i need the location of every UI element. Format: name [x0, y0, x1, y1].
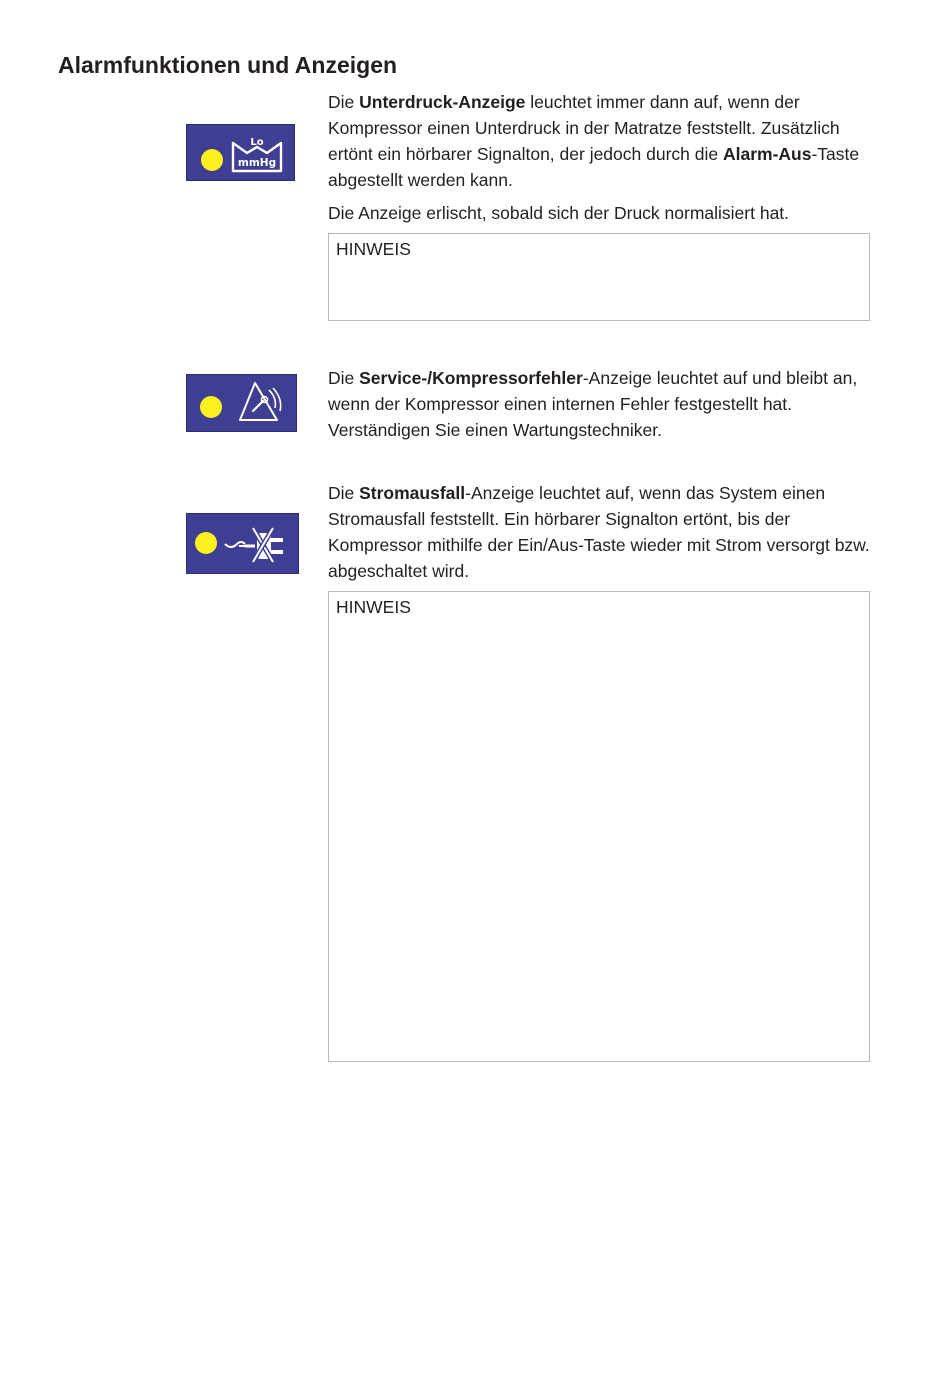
- low-pressure-indicator-panel: [186, 124, 295, 181]
- power-failure-description: Die Stromausfall-Anzeige leuchtet auf, wenn das System einen Stromausfall feststellt. Ein hörbarer Signalton ertönt, bis der Kompressor mithilfe der Ein/Aus-Taste wieder mit Strom versorgt bzw. abgeschaltet wird.: [328, 483, 870, 581]
- indicator-led: [195, 532, 217, 554]
- note-label: HINWEIS: [336, 239, 411, 259]
- power-failure-term: Stromausfall: [359, 483, 466, 503]
- low-pressure-description: Die Unterdruck-Anzeige leuchtet immer dann auf, wenn der Kompressor einen Unterdruck in der Matratze feststellt. Zusätzlich ertönt ein hörbarer Signalton, der jedoch durch die Alarm-Aus-Taste abgestellt werden kann.: [328, 92, 860, 190]
- low-pressure-term: Unterdruck-Anzeige: [359, 92, 526, 112]
- service-wrench-warning-icon: [237, 378, 295, 428]
- alarm-off-term: Alarm-Aus: [722, 144, 812, 164]
- power-failure-indicator-panel: [186, 513, 299, 574]
- low-pressure-lo-mmhg-icon: [229, 131, 289, 177]
- page-title: Alarmfunktionen und Anzeigen: [58, 52, 398, 78]
- indicator-led: [200, 396, 222, 418]
- note-box-2: [328, 591, 870, 1062]
- note-box-1: [328, 233, 870, 321]
- note-label: HINWEIS: [336, 597, 411, 617]
- indicator-led: [201, 149, 223, 171]
- service-indicator-panel: [186, 374, 297, 432]
- icon-label-mmhg: mmHg: [237, 157, 277, 169]
- service-description: Die Service-/Kompressorfehler-Anzeige leuchtet auf und bleibt an, wenn der Kompressor einen internen Fehler festgestellt hat. Verständigen Sie einen Wartungstechniker.: [328, 368, 858, 440]
- power-failure-plug-icon: [221, 522, 297, 566]
- icon-label-lo: Lo: [250, 137, 264, 148]
- service-term: Service-/Kompressorfehler: [359, 368, 583, 388]
- low-pressure-reset-text: Die Anzeige erlischt, sobald sich der Druck normalisiert hat.: [328, 203, 790, 223]
